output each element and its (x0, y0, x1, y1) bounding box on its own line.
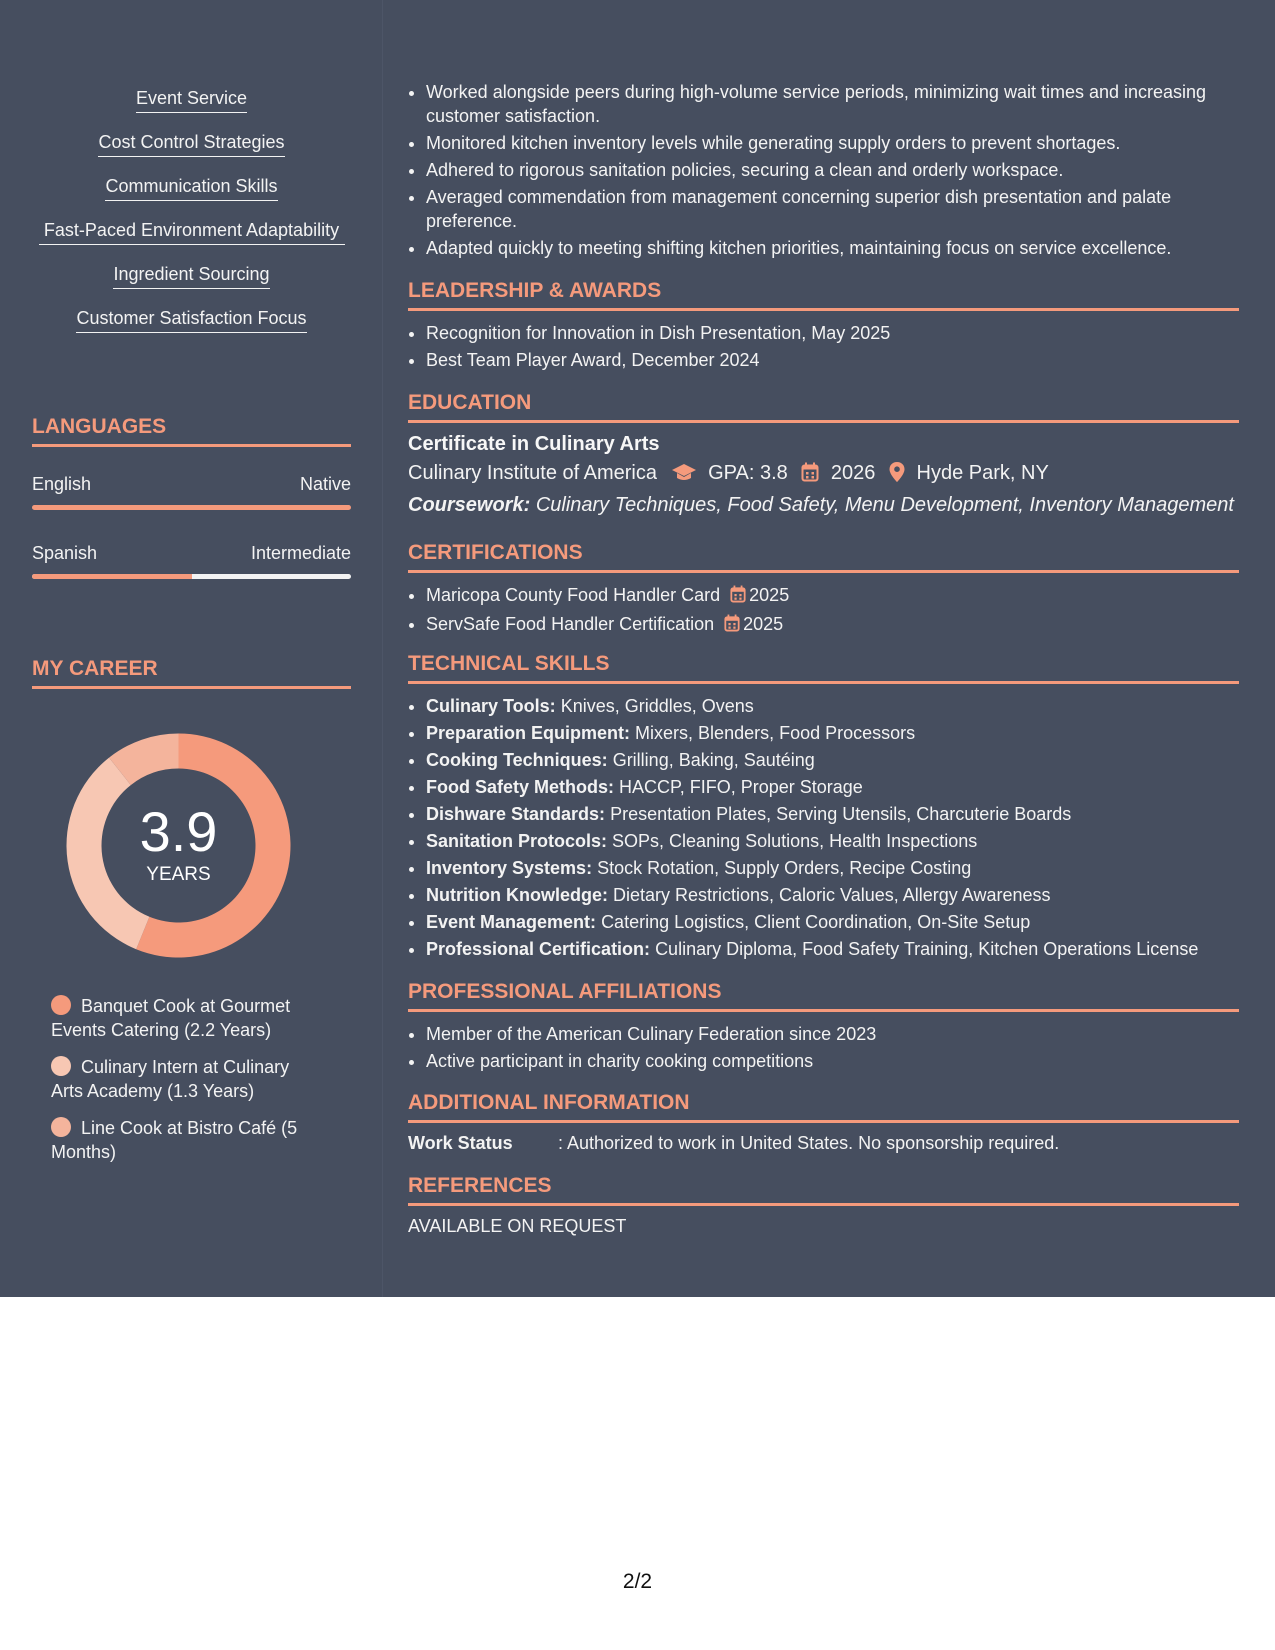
section-heading: TECHNICAL SKILLS (408, 652, 1239, 684)
technical-skill-item (426, 937, 1239, 961)
skill-item (32, 262, 351, 289)
certification-name: ServSafe Food Handler Certification (426, 614, 715, 634)
technical-skills-section (408, 652, 1239, 964)
references-section (408, 1174, 1239, 1237)
work-status-value: : Authorized to work in United States. No sponsorship required. (558, 1133, 1060, 1153)
skill-category: Professional Certification: (426, 939, 651, 959)
gpa: GPA: 3.8 (708, 462, 788, 484)
skill-values: Mixers, Blenders, Food Processors (635, 723, 916, 743)
technical-skill-item (426, 748, 1239, 772)
leadership-section (408, 279, 1239, 375)
skill-category: Sanitation Protocols: (426, 831, 608, 851)
affiliations-section (408, 980, 1239, 1076)
experience-section (408, 80, 1239, 263)
language-bar-english (32, 505, 351, 510)
technical-skill-item (426, 910, 1239, 934)
language-bar-spanish (32, 574, 351, 579)
skill-category: Preparation Equipment: (426, 723, 631, 743)
language-name: English (32, 474, 92, 494)
technical-skill-item (426, 856, 1239, 880)
language-row-english (32, 474, 351, 495)
graduation-cap-icon (671, 462, 697, 488)
career-legend (51, 994, 321, 1177)
career-total-value: 3.9 (139, 800, 218, 863)
affiliation-item: • Active participant in charity cooking competitions (426, 1049, 1239, 1073)
certification-item (426, 583, 1239, 609)
skill-label: Ingredient Sourcing (113, 262, 269, 289)
legend-dot (51, 1117, 71, 1137)
education-section (408, 391, 1239, 517)
experience-bullet: • Adapted quickly to meeting shifting kitchen priorities, maintaining focus on service excellence. (426, 236, 1239, 260)
skill-item (32, 86, 351, 113)
skill-category: Event Management: (426, 912, 597, 932)
affiliations-list (408, 1022, 1239, 1073)
skill-category: Culinary Tools: (426, 696, 556, 716)
skill-values: Knives, Griddles, Ovens (560, 696, 754, 716)
skill-category: Cooking Techniques: (426, 750, 608, 770)
skill-values: HACCP, FIFO, Proper Storage (619, 777, 863, 797)
affiliation-item: • Member of the American Culinary Federation since 2023 (426, 1022, 1239, 1046)
references-text: AVAILABLE ON REQUEST (408, 1216, 627, 1236)
career-total-unit: YEARS (146, 864, 211, 885)
graduation-year: 2026 (830, 462, 876, 484)
work-status-label: Work Status (408, 1133, 513, 1153)
language-name: Spanish (32, 543, 98, 563)
skill-label: Fast-Paced Environment Adaptability (39, 218, 345, 245)
award-item: • Best Team Player Award, December 2024 (426, 348, 1239, 372)
calendar-icon (724, 614, 740, 638)
skill-values: Culinary Diploma, Food Safety Training, Kitchen Operations License (655, 939, 1199, 959)
certification-item (426, 612, 1239, 638)
career-total (66, 802, 291, 886)
experience-bullet: • Worked alongside peers during high-volume service periods, minimizing wait times and increasing customer satisfaction. (426, 80, 1239, 128)
experience-bullet: • Monitored kitchen inventory levels while generating supply orders to prevent shortages. (426, 131, 1239, 155)
language-bar-fill (32, 574, 192, 579)
technical-skills-list (408, 694, 1239, 961)
languages-heading: LANGUAGES (32, 415, 351, 447)
page-number: 2/2 (622, 1570, 653, 1593)
career-legend-item (51, 994, 321, 1042)
school-location: Hyde Park, NY (916, 462, 1049, 484)
technical-skill-item (426, 829, 1239, 853)
calendar-icon (801, 462, 819, 488)
section-heading: PROFESSIONAL AFFILIATIONS (408, 980, 1239, 1012)
technical-skill-item (426, 721, 1239, 745)
experience-bullets (408, 80, 1239, 260)
certifications-section (408, 541, 1239, 641)
skill-values: Dietary Restrictions, Caloric Values, Allergy Awareness (613, 885, 1051, 905)
skill-item (32, 306, 351, 333)
certification-year: 2025 (749, 585, 790, 605)
additional-info-section (408, 1091, 1239, 1154)
section-heading: EDUCATION (408, 391, 1239, 423)
language-row-spanish (32, 543, 351, 564)
skill-label: Cost Control Strategies (98, 130, 284, 157)
certifications-list (408, 583, 1239, 638)
section-heading: REFERENCES (408, 1174, 1239, 1206)
location-pin-icon (889, 462, 905, 488)
experience-bullet: • Averaged commendation from management concerning superior dish presentation and palate preference. (426, 185, 1239, 233)
certification-year: 2025 (743, 614, 784, 634)
section-heading: ADDITIONAL INFORMATION (408, 1091, 1239, 1123)
legend-dot (51, 995, 71, 1015)
coursework (408, 494, 1239, 517)
language-level: Intermediate (250, 543, 351, 563)
section-heading: CERTIFICATIONS (408, 541, 1239, 573)
language-bar-fill (32, 505, 351, 510)
technical-skill-item (426, 694, 1239, 718)
technical-skill-item (426, 802, 1239, 826)
skill-label: Communication Skills (105, 174, 277, 201)
certification-name: Maricopa County Food Handler Card (426, 585, 721, 605)
skill-values: Presentation Plates, Serving Utensils, Charcuterie Boards (610, 804, 1072, 824)
skill-item (32, 174, 351, 201)
career-legend-item (51, 1055, 321, 1103)
skills-list (32, 86, 351, 350)
skill-item (32, 218, 351, 245)
skill-category: Nutrition Knowledge: (426, 885, 608, 905)
skill-values: SOPs, Cleaning Solutions, Health Inspections (612, 831, 978, 851)
skill-values: Catering Logistics, Client Coordination, On-Site Setup (601, 912, 1031, 932)
section-heading: LEADERSHIP & AWARDS (408, 279, 1239, 311)
career-legend-label: Line Cook at Bistro Café (5 Months) (51, 1118, 298, 1162)
coursework-list: Culinary Techniques, Food Safety, Menu Development, Inventory Management (535, 494, 1234, 516)
column-divider (382, 0, 383, 1297)
experience-bullet: • Adhered to rigorous sanitation policies, securing a clean and orderly workspace. (426, 158, 1239, 182)
skill-label: Customer Satisfaction Focus (76, 306, 306, 333)
skill-item (32, 130, 351, 157)
skill-values: Grilling, Baking, Sautéing (612, 750, 815, 770)
legend-dot (51, 1056, 71, 1076)
skill-category: Inventory Systems: (426, 858, 593, 878)
award-item: • Recognition for Innovation in Dish Presentation, May 2025 (426, 321, 1239, 345)
career-heading: MY CAREER (32, 657, 351, 689)
coursework-label: Coursework: (408, 494, 531, 516)
career-legend-label: Culinary Intern at Culinary Arts Academy (1.3 Years) (51, 1057, 290, 1101)
technical-skill-item (426, 883, 1239, 907)
language-level: Native (299, 474, 351, 494)
leadership-list (408, 321, 1239, 372)
skill-values: Stock Rotation, Supply Orders, Recipe Costing (597, 858, 972, 878)
calendar-icon (730, 585, 746, 609)
education-details (408, 462, 1239, 488)
skill-label: Event Service (136, 86, 247, 113)
school-name: Culinary Institute of America (408, 462, 657, 484)
skill-category: Dishware Standards: (426, 804, 606, 824)
technical-skill-item (426, 775, 1239, 799)
skill-category: Food Safety Methods: (426, 777, 614, 797)
career-legend-item (51, 1116, 321, 1164)
degree-title: Certificate in Culinary Arts (408, 433, 660, 455)
work-status (408, 1133, 1239, 1154)
career-legend-label: Banquet Cook at Gourmet Events Catering (2.2 Years) (51, 996, 291, 1040)
